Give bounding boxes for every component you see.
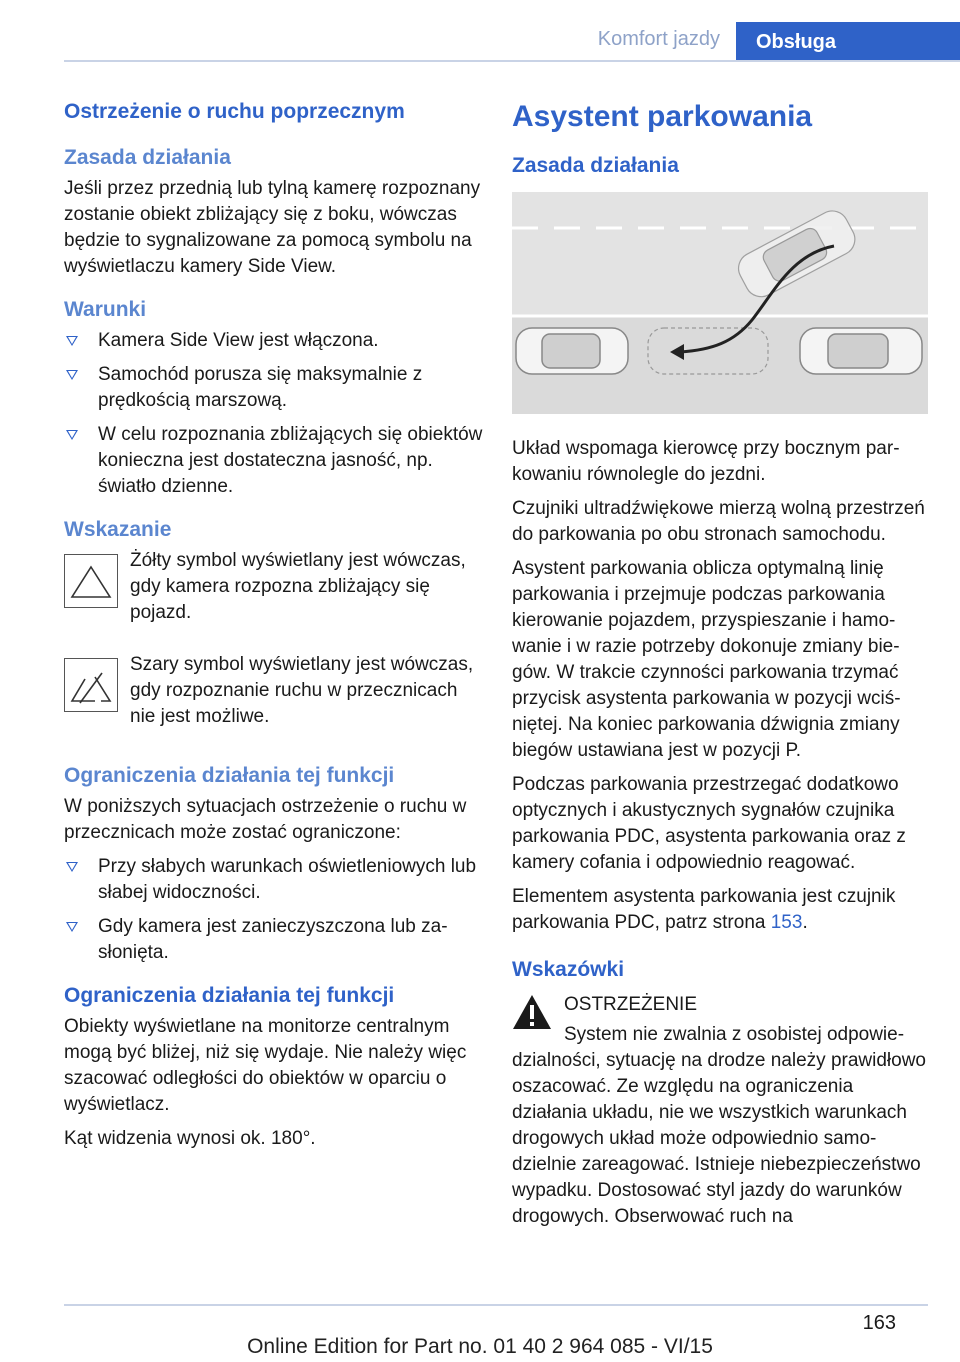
parking-p5-text: Elementem asystenta parkowania jest czujnik parkowania PDC, patrz strona	[512, 886, 896, 933]
limits-heading-1: Ograniczenia działania tej funkcji	[64, 764, 395, 787]
conditions-list	[64, 328, 484, 500]
parking-p5-end: .	[802, 912, 808, 933]
parking-p5	[512, 884, 928, 936]
triangle-bullet-icon	[66, 922, 78, 932]
warning-block	[512, 992, 928, 1018]
triangle-bullet-icon	[66, 430, 78, 440]
list-item-text: Gdy kamera jest zanieczyszczona lub zasłonięta.	[98, 916, 448, 963]
list-item	[64, 362, 484, 414]
parking-p3: Asystent parkowania oblicza optymalną linię parkowania i przejmuje podczas parkowania kierowanie pojazdem, przyspieszanie i hamowanie i w razie potrzeby dokonuje zmiany biegów. W trakcie czynności parkowania trzymać przycisk asystenta parkowania w pozycji wciśniętej. Na koniec parkowania dźwignia zmiany biegów ustawiana jest w pozycji P.	[512, 558, 901, 761]
list-item-text: Samochód porusza się maksymalnie z prędkością marszową.	[98, 364, 423, 411]
warning-triangle-crossed-icon	[64, 658, 118, 712]
list-item	[64, 914, 484, 966]
list-item	[64, 422, 484, 500]
list-item	[64, 328, 484, 354]
limits-intro: W poniższych sytuacjach ostrzeżenie o ruchu w przecznicach może zostać ograniczone:	[64, 796, 467, 843]
header-section: Komfort jazdy	[597, 28, 720, 50]
principle-heading: Zasada działania	[64, 146, 231, 169]
edition-footer: Online Edition for Part no. 01 40 2 964 085 - VI/15	[247, 1335, 713, 1358]
indication-gray-row	[64, 652, 484, 730]
tips-heading: Wskazówki	[512, 958, 625, 981]
page-reference-link[interactable]: 153	[770, 912, 803, 933]
list-item-text: Przy słabych warunkach oświetleniowych lub słabej widoczności.	[98, 856, 477, 903]
parking-p2: Czujniki ultradźwiękowe mierzą wolną przestrzeń do parkowania po obu stronach samochodu.	[512, 498, 925, 545]
limits-list	[64, 854, 484, 966]
header-rule	[64, 60, 960, 62]
parked-car-right	[800, 328, 922, 374]
warning-sign-icon	[512, 994, 552, 1030]
header-chapter-tab: Obsługa	[736, 22, 960, 62]
footer-rule	[64, 1304, 928, 1306]
list-item-text: Kamera Side View jest włączona.	[98, 330, 379, 351]
indication-yellow-row	[64, 548, 484, 626]
parking-p4: Podczas parkowania przestrzegać dodatkowo optycznych i akustycznych sygnałów czujnika parkowania PDC, asystenta parkowania oraz z kamery cofania i odpowiednio reagować.	[512, 774, 906, 873]
list-item-text: W celu rozpoznania zbliżających się obiektów konieczna jest dostateczna jasność, np. światło dzienne.	[98, 424, 483, 497]
warning-text: System nie zwalnia z osobistej odpowiedzialności, sytuację na drodze należy prawidłowo oszacować. Ze względu na ograniczenia działania układu, nie we wszystkich warunkach drogowych układ może odpowiednio samodzielnie zareagować. Istnieje niebezpieczeństwo wypadku. Dostosować styl jazdy do warunków drogowych. Obserwować ruch na	[512, 1024, 927, 1227]
parked-car-left	[516, 328, 628, 374]
triangle-bullet-icon	[66, 862, 78, 872]
conditions-heading: Warunki	[64, 298, 147, 321]
viewing-angle-text: Kąt widzenia wynosi ok. 180°.	[64, 1128, 316, 1149]
triangle-bullet-icon	[66, 370, 78, 380]
parking-illustration	[512, 192, 928, 414]
parking-p1: Układ wspomaga kierowcę przy bocznym parkowaniu równolegle do jezdni.	[512, 438, 900, 485]
left-column	[64, 100, 484, 1160]
parking-assistant-title: Asystent parkowania	[512, 100, 813, 133]
parking-principle-heading: Zasada działania	[512, 154, 679, 177]
page-number: 163	[862, 1312, 896, 1334]
right-column	[512, 100, 928, 1238]
warning-title: OSTRZEŻENIE	[564, 994, 698, 1015]
list-item	[64, 854, 484, 906]
indication-heading: Wskazanie	[64, 518, 172, 541]
indication-yellow-text: Żółty symbol wyświetlany jest wówczas, gdy kamera rozpozna zbliżający się pojazd.	[130, 550, 466, 623]
limits-heading-2: Ograniczenia działania tej funkcji	[64, 984, 395, 1007]
page-header	[64, 22, 960, 62]
limits-text: Obiekty wyświetlane na monitorze centralnym mogą być bliżej, niż się wydaje. Nie należy więc szacować odległości do obiektów w oparciu o wyświetlacz.	[64, 1016, 467, 1115]
triangle-bullet-icon	[66, 336, 78, 346]
indication-gray-text: Szary symbol wyświetlany jest wówczas, gdy rozpoznanie ruchu w przecznicach nie jest możliwe.	[130, 654, 474, 727]
cross-traffic-heading: Ostrzeżenie o ruchu poprzecznym	[64, 100, 405, 123]
warning-triangle-icon	[64, 554, 118, 608]
principle-text: Jeśli przez przednią lub tylną kamerę rozpoznany zostanie obiekt zbliżający się z boku, wówczas będzie to sygnalizowane za pomocą symbolu na wyświetlaczu kamery Side View.	[64, 178, 481, 277]
